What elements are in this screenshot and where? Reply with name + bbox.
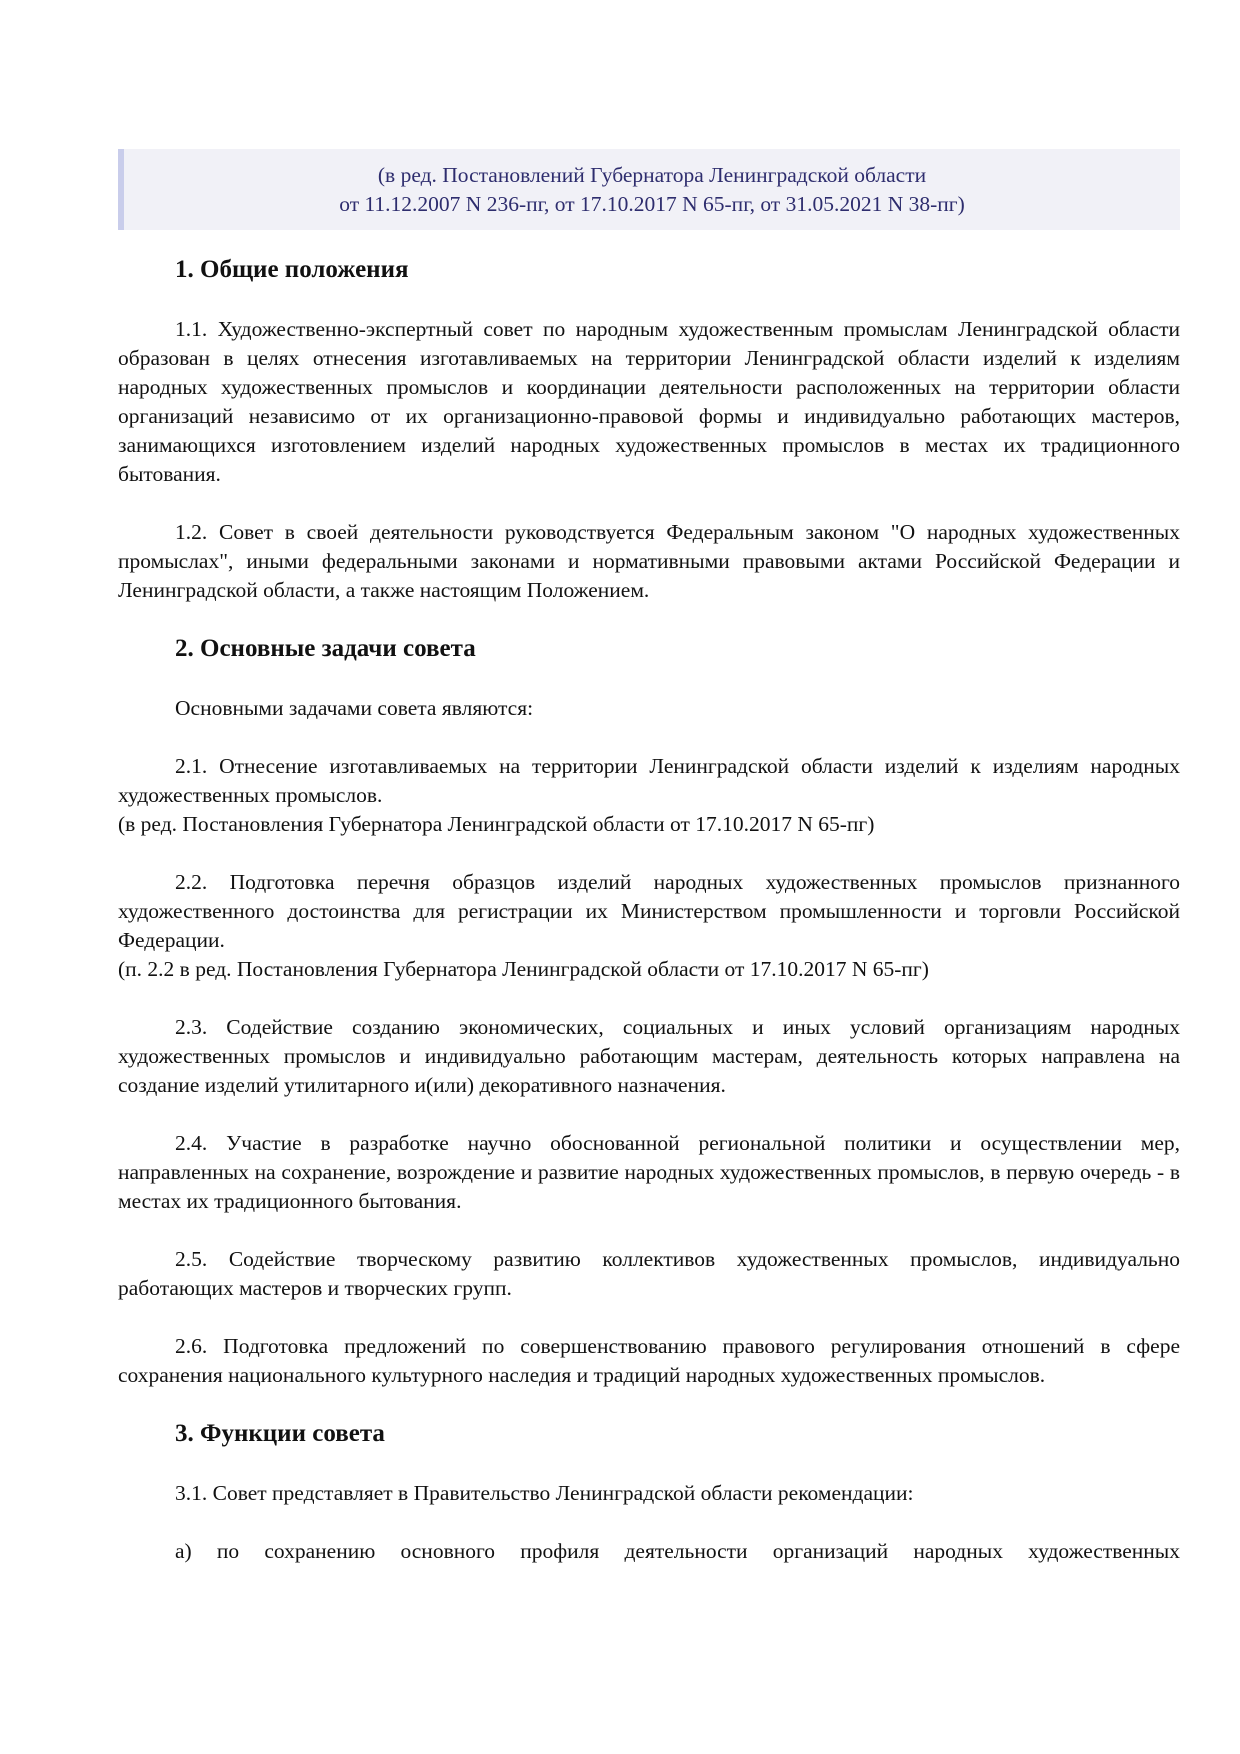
section-2-heading: 2. Основные задачи совета bbox=[175, 635, 476, 662]
paragraph-3-1: 3.1. Совет представляет в Правительство Ленинградской области рекомендации: bbox=[175, 1481, 914, 1505]
paragraph-1-2: 1.2. Совет в своей деятельности руководствуется Федеральным законом "О народных художественных промыслах", иными федеральными законами и нормативными правовыми актами Российской Федерации и Ленинградской области, а также настоящим Положением. bbox=[118, 520, 1180, 602]
paragraph-2-6: 2.6. Подготовка предложений по совершенствованию правового регулирования отношений в сфере сохранения национального культурного наследия и традиций народных художественных промыслов. bbox=[118, 1334, 1180, 1387]
paragraph-2-3: 2.3. Содействие созданию экономических, социальных и иных условий организациям народных художественных промыслов и индивидуально работающим мастерам, деятельность которых направлена на создание изделий утилитарного и(или) декоративного назначения. bbox=[118, 1015, 1180, 1097]
section-2-intro: Основными задачами совета являются: bbox=[175, 696, 534, 720]
document-body bbox=[118, 255, 1180, 1566]
paragraph-2-1-amendment-note: (в ред. Постановления Губернатора Ленинградской области от 17.10.2017 N 65-пг) bbox=[118, 812, 875, 836]
paragraph-1-1: 1.1. Художественно-экспертный совет по народным художественным промыслам Ленинградской области образован в целях отнесения изготавливаемых на территории Ленинградской области изделий к изделиям народных художественных промыслов и координации деятельности расположенных на территории области организаций независимо от их организационно-правовой формы и индивидуально работающих мастеров, занимающихся изготовлением изделий народных художественных промыслов в местах их традиционного бытования. bbox=[118, 317, 1180, 486]
amendment-note-line-2: от 11.12.2007 N 236-пг, от 17.10.2017 N 65-пг, от 31.05.2021 N 38-пг) bbox=[339, 192, 965, 216]
paragraph-2-2-amendment-note: (п. 2.2 в ред. Постановления Губернатора Ленинградской области от 17.10.2017 N 65-пг) bbox=[118, 957, 929, 981]
paragraph-3-1-a: а) по сохранению основного профиля деятельности организаций народных художественных bbox=[175, 1539, 1180, 1563]
amendment-note-box bbox=[118, 149, 1180, 230]
paragraph-2-1: 2.1. Отнесение изготавливаемых на территории Ленинградской области изделий к изделиям народных художественных промыслов. bbox=[118, 754, 1180, 807]
paragraph-2-4: 2.4. Участие в разработке научно обоснованной региональной политики и осуществлении мер, направленных на сохранение, возрождение и развитие народных художественных промыслов, в первую очередь - в местах их традиционного бытования. bbox=[118, 1131, 1180, 1213]
paragraph-2-5: 2.5. Содействие творческому развитию коллективов художественных промыслов, индивидуально работающих мастеров и творческих групп. bbox=[118, 1247, 1180, 1300]
section-1-heading: 1. Общие положения bbox=[175, 256, 409, 283]
section-3-heading: 3. Функции совета bbox=[175, 1420, 385, 1447]
paragraph-2-2: 2.2. Подготовка перечня образцов изделий народных художественных промыслов признанного художественного достоинства для регистрации их Министерством промышленности и торговли Российской Федерации. bbox=[118, 870, 1180, 952]
amendment-note-line-1: (в ред. Постановлений Губернатора Ленинградской области bbox=[377, 163, 927, 187]
